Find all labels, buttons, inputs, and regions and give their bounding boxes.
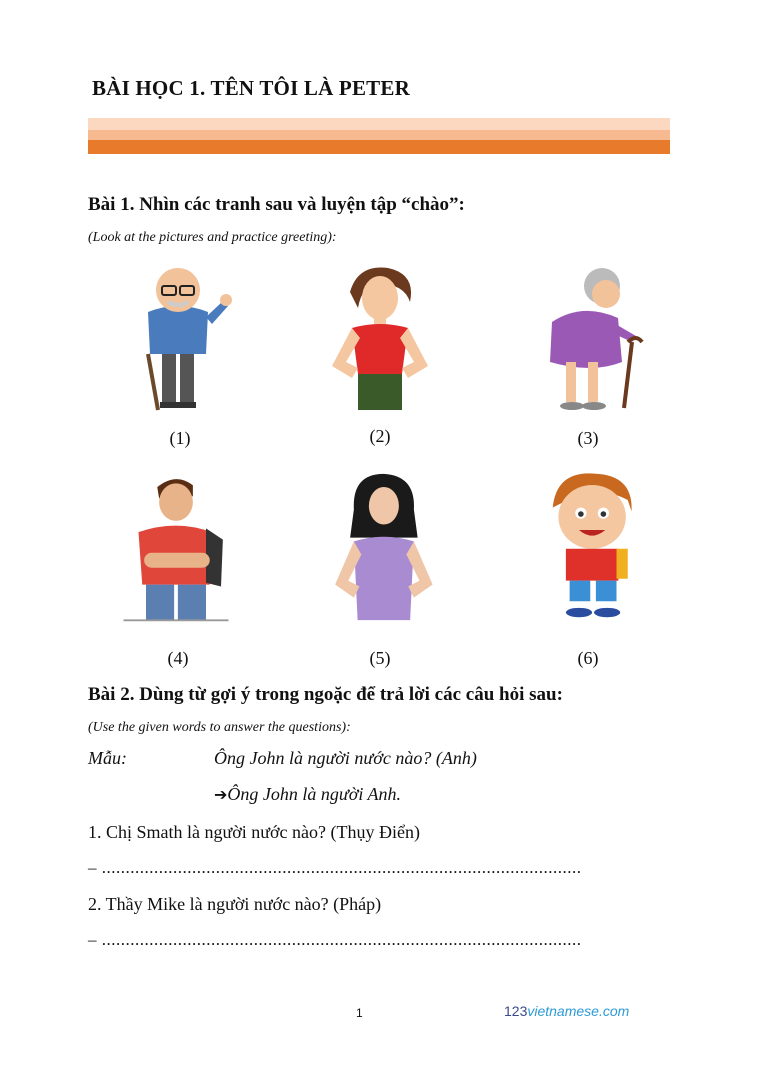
woman-red-top-illustration [318,262,438,412]
caption-2: (2) [369,426,391,446]
question-1: 1. Chị Smath là người nước nào? (Thụy Điển) [88,822,420,842]
caption-4: (4) [167,648,189,668]
caption-6: (6) [577,648,599,668]
example-question: Ông John là người nước nào? (Anh) [214,748,477,768]
old-woman-illustration [532,262,652,412]
caption-3: (3) [577,428,599,448]
decorative-band-pale [88,118,670,130]
exercise-1-heading: Bài 1. Nhìn các tranh sau và luyện tập “chào”: [88,194,465,215]
exercise-2-subtitle: (Use the given words to answer the questions): [88,720,351,735]
young-man-illustration [116,474,236,624]
old-man-illustration [118,262,238,412]
caption-1: (1) [169,428,191,448]
logo-number: 123 [504,1003,528,1019]
page-number: 1 [356,1006,363,1020]
example-label: Mẫu: [88,748,127,768]
answer-line-2[interactable]: – ..................................................................................................... [88,930,582,949]
exercise-1-subtitle: (Look at the pictures and practice greeting): [88,230,337,245]
page-title: BÀI HỌC 1. TÊN TÔI LÀ PETER [92,76,410,100]
caption-5: (5) [369,648,391,668]
exercise-2-heading: Bài 2. Dùng từ gợi ý trong ngoặc để trả lời các câu hỏi sau: [88,684,563,705]
decorative-band-light [88,130,670,140]
logo-word: vietnamese.com [527,1003,630,1019]
site-logo [504,1003,629,1019]
question-2: 2. Thầy Mike là người nước nào? (Pháp) [88,894,382,914]
answer-line-1[interactable]: – ..................................................................................................... [88,858,582,877]
decorative-band-orange [88,140,670,154]
woman-purple-top-illustration [322,472,442,622]
arrow-icon: ➔ [214,785,228,804]
example-answer-row [214,784,401,805]
example-answer: Ông John là người Anh. [227,784,401,804]
boy-illustration [534,470,654,620]
